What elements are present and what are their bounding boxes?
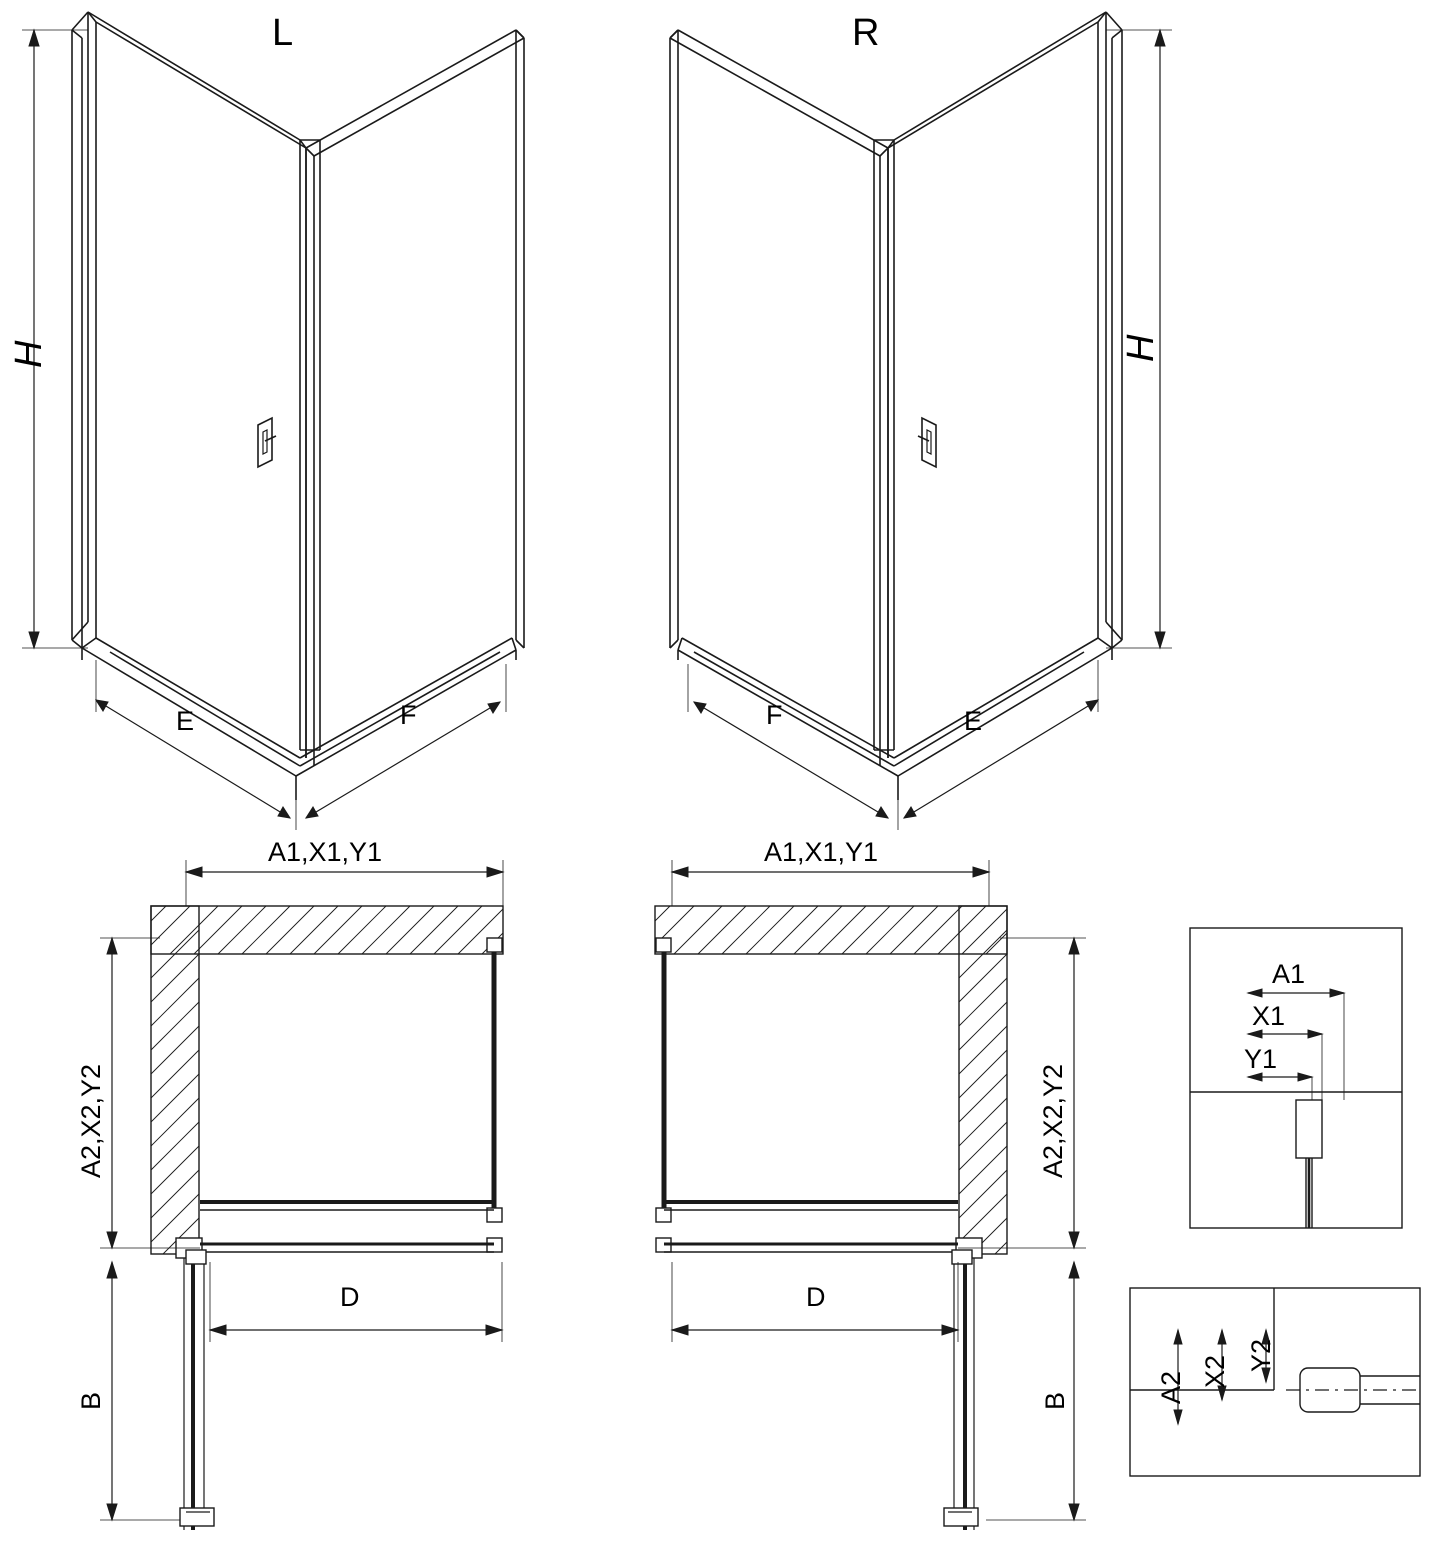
plan-left-door-dimension: B [76,1391,106,1410]
plan-view-left [100,860,503,1530]
plan-left-top-dimension: A1,X1,Y1 [268,837,383,867]
iso-view-right [670,12,1172,830]
plan-right-inner-dimension: D [806,1282,826,1312]
detail-top-dim-a1: A1 [1272,959,1306,989]
iso-left-front-label: E [176,706,195,736]
plan-right-top-dimension: A1,X1,Y1 [764,837,879,867]
detail-bottom-dim-x2: X2 [1200,1354,1230,1388]
iso-left-side-label: F [400,700,417,730]
iso-right-title: R [852,12,880,54]
plan-view-right [655,860,1086,1530]
iso-left-height-label: H [8,340,50,368]
plan-left-side-dimension: A2,X2,Y2 [76,1063,106,1178]
iso-left-title: L [272,12,294,54]
iso-right-front-label: E [964,706,983,736]
detail-top-dim-x1: X1 [1252,1001,1286,1031]
detail-bottom-dim-y2: Y2 [1246,1338,1276,1372]
plan-left-inner-dimension: D [340,1282,360,1312]
iso-right-side-label: F [766,700,783,730]
detail-top-dim-y1: Y1 [1244,1044,1278,1074]
detail-bottom-dim-a2: A2 [1156,1370,1186,1404]
plan-right-side-dimension: A2,X2,Y2 [1038,1063,1068,1178]
plan-right-door-dimension: B [1040,1391,1070,1410]
iso-view-left [22,12,524,830]
iso-right-height-label: H [1120,334,1162,362]
